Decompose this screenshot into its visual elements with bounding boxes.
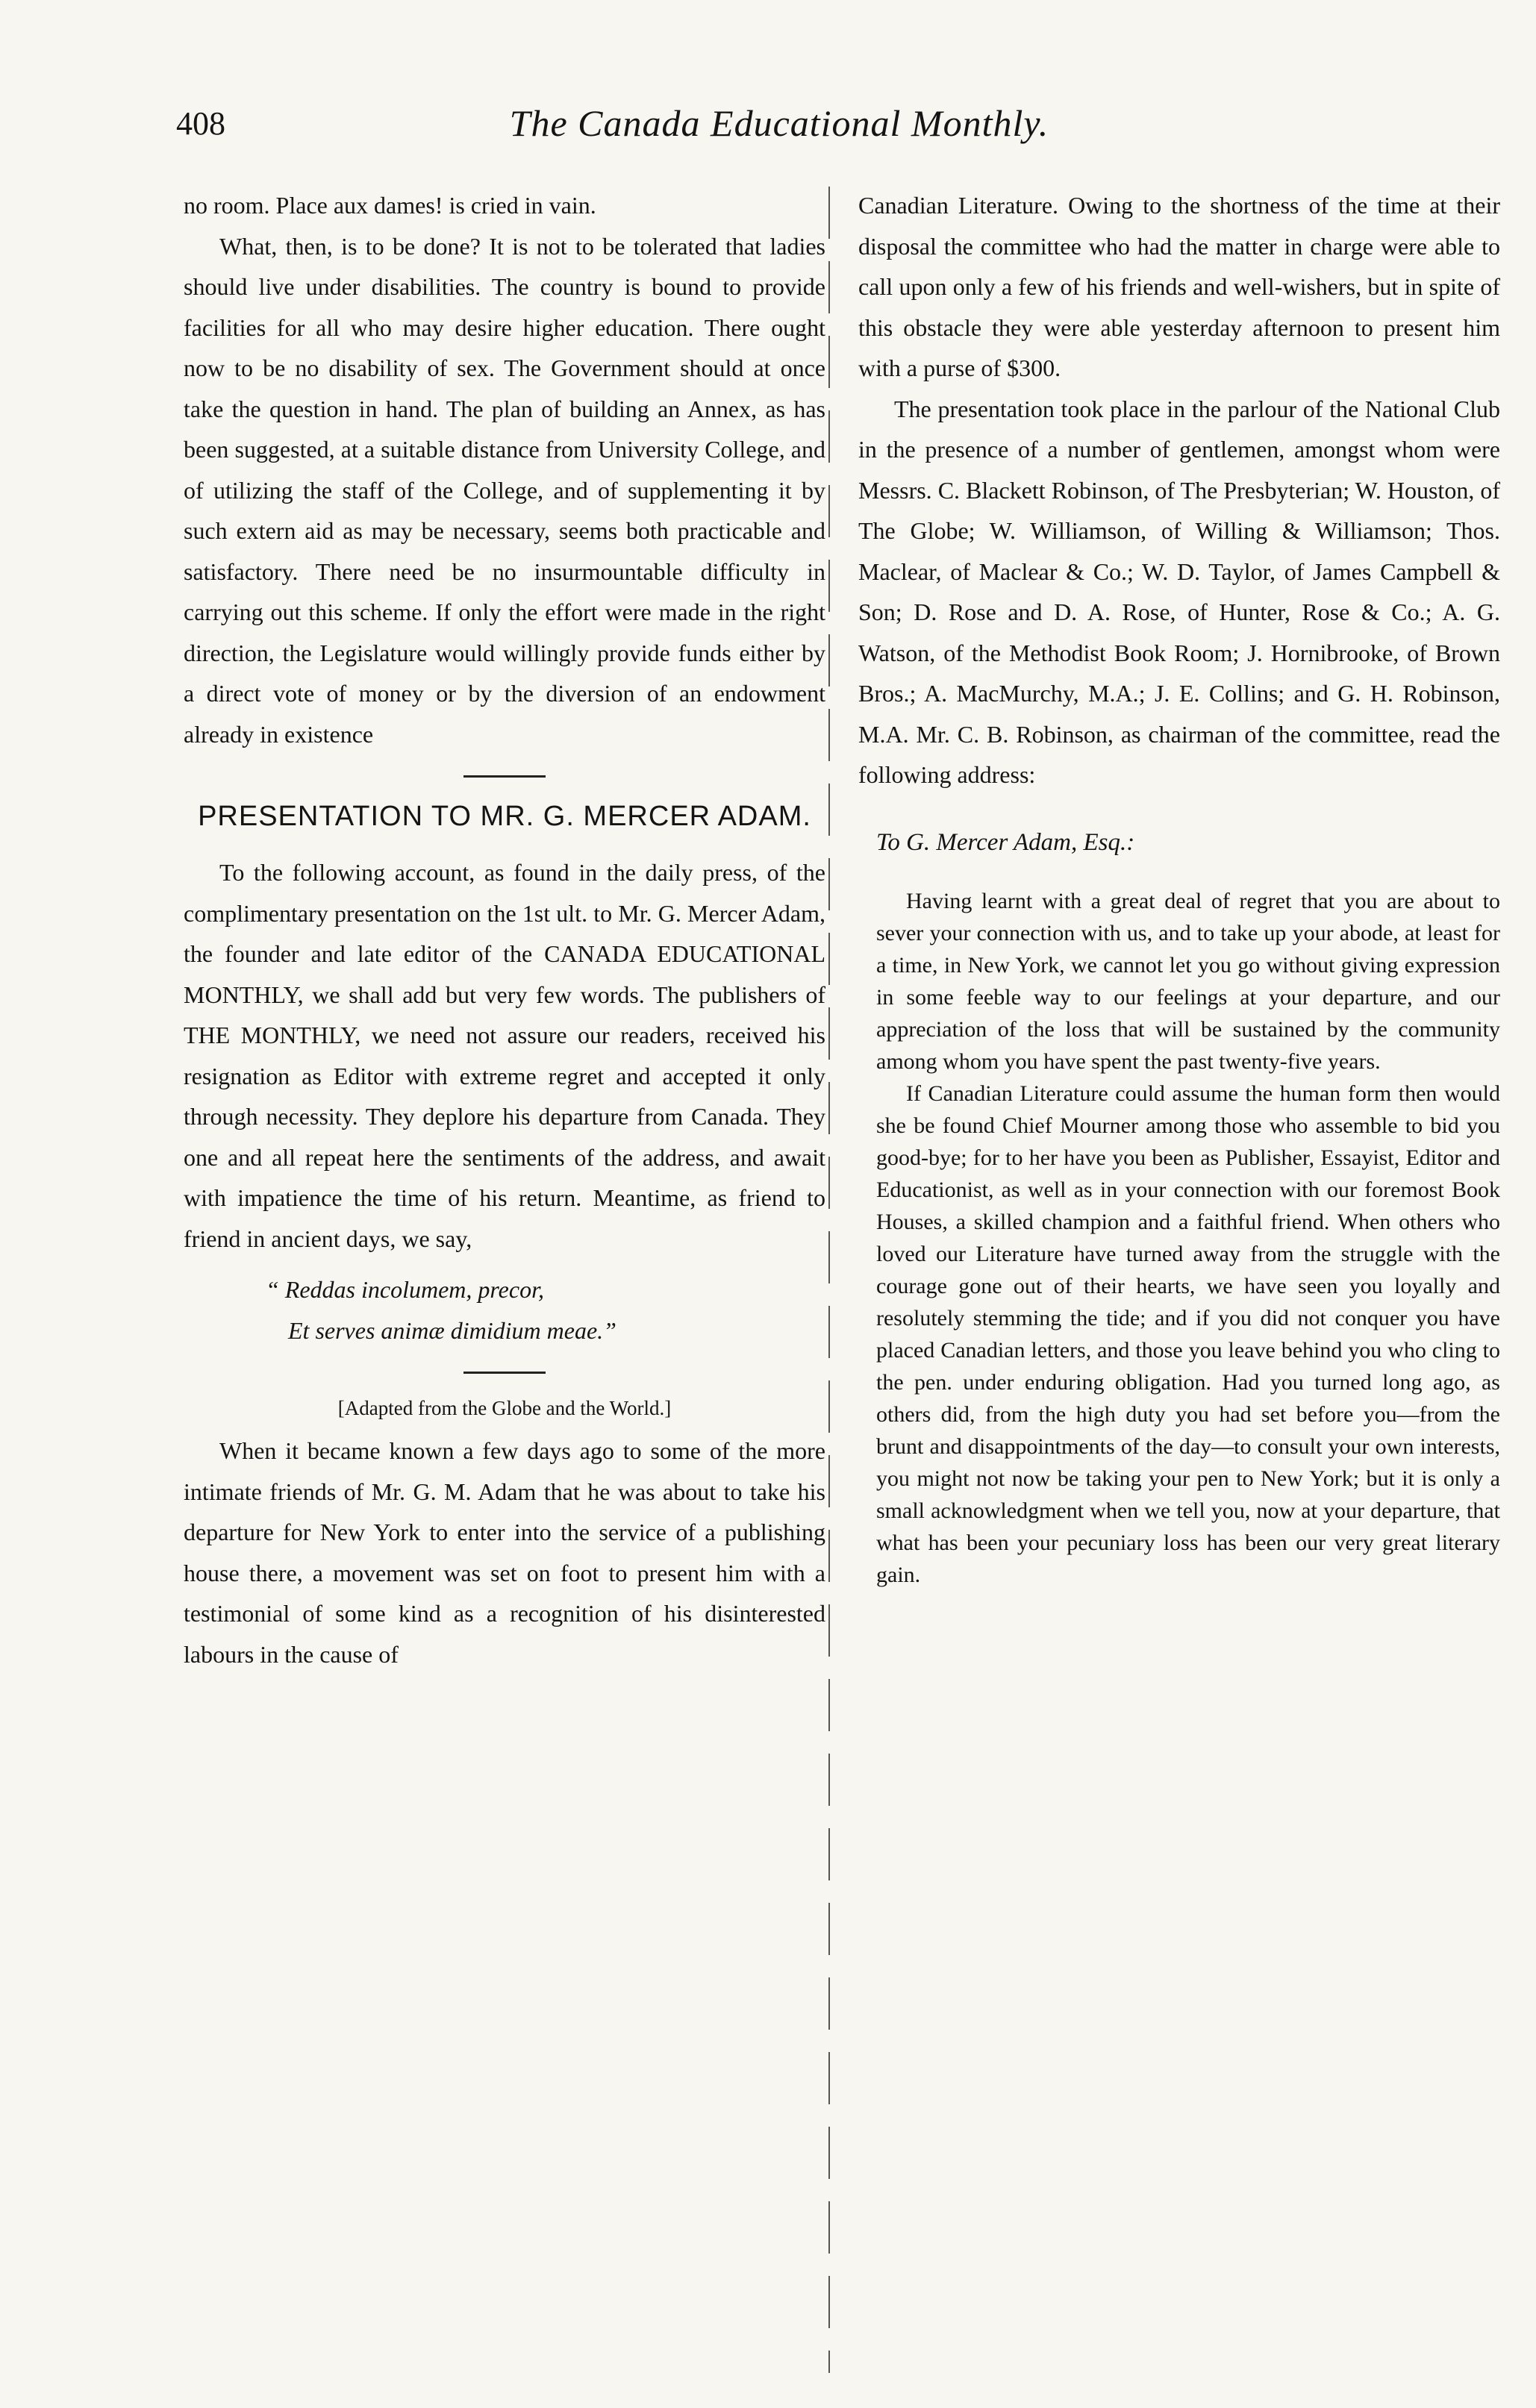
section-heading: PRESENTATION TO MR. G. MERCER ADAM. (198, 801, 811, 832)
left-column (184, 185, 825, 1674)
section-rule (463, 1372, 546, 1374)
address-text (876, 885, 1500, 1591)
address-paragraph: Having learnt with a great deal of regret that you are about to sever your connection with us, and to take up your abode, at least for a time, in New York, we cannot let you go without giving expression in some feeble way to our feelings at your departure, and our appreciation of the loss that will be sustained by the community among whom you have spent the past twenty-five years. (876, 889, 1500, 1074)
page-header (176, 104, 1382, 164)
right-column (858, 185, 1500, 1591)
column-divider (828, 187, 830, 2373)
paragraph: What, then, is to be done? It is not to be tolerated that ladies should live under disabilities. The country is bound to provide facilities for all who may desire higher education. There ought now to be no disability of sex. The Government should at once take the question in hand. The plan of building an Annex, as has been suggested, at a suitable distance from University College, and of utilizing the staff of the College, and of supplementing it by such extern aid as may be necessary, seems both practicable and satisfactory. There need be no insurmountable difficulty in carrying out this scheme. If only the effort were made in the right direction, the Legislature would willingly provide funds either by a direct vote of money or by the diversion of an endowment already in existence (184, 232, 825, 748)
latin-quote (184, 1269, 825, 1351)
source-note: [Adapted from the Globe and the World.] (337, 1397, 672, 1419)
quote-line: “ Reddas incolumem, precor, (266, 1276, 544, 1303)
address-paragraph: If Canadian Literature could assume the human form then would she be found Chief Mourner among those who assemble to bid you good-bye; for to her have you been as Publisher, Essayist, Editor and Educationist, as well as in your connection with our foremost Book Houses, a skilled champion and a faithful friend. When others who loved our Literature have turned away from the struggle with the courage gone out of their hearts, we have seen you loyally and resolutely stemming the tide; and if you did not conquer you have placed Canadian letters, and those you leave behind you who cling to the pen. under enduring obligation. Had you turned long ago, as others did, from the high duty you had set before you—from the brunt and disappointments of the day—to consult your own interests, you might not now be taking your pen to New York; but it is only a small acknowledgment when we tell you, now at your departure, that what has been your pecuniary loss has been our very great literary gain. (876, 1081, 1500, 1587)
paragraph: To the following account, as found in the daily press, of the complimentary presentation on the 1st ult. to Mr. G. Mercer Adam, the founder and late editor of the CANADA EDUCATIONAL MONTHLY, we shall add but very few words. The publishers of THE MONTHLY, we need not assure our readers, received his resignation as Editor with extreme regret and accepted it only through necessity. They deplore his departure from Canada. They one and all repeat here the sentiments of the address, and await with impatience the time of his return. Meantime, as friend to friend in ancient days, we say, (184, 859, 825, 1252)
paragraph-continued: Canadian Literature. Owing to the shortness of the time at their disposal the committee who had the matter in charge were able to call upon only a few of his friends and well-wishers, but in spite of this obstacle they were able yesterday afternoon to present him with a purse of $300. (858, 192, 1500, 381)
paragraph-continued: no room. Place aux dames! is cried in vain. (184, 192, 596, 219)
section-rule (463, 775, 546, 778)
salutation: To G. Mercer Adam, Esq.: (876, 828, 1135, 856)
running-title: The Canada Educational Monthly. (509, 102, 1049, 144)
paragraph: When it became known a few days ago to some of the more intimate friends of Mr. G. M. Adam that he was about to take his departure for New York to enter into the service of a publishing house there, a movement was set on foot to present him with a testimonial of some kind as a recognition of his disinterested labours in the cause of (184, 1437, 825, 1668)
paragraph: The presentation took place in the parlour of the National Club in the presence of a number of gentlemen, amongst whom were Messrs. C. Blackett Robinson, of The Presbyterian; W. Houston, of The Globe; W. Williamson, of Willing & Williamson; Thos. Maclear, of Maclear & Co.; W. D. Taylor, of James Campbell & Son; D. Rose and D. A. Rose, of Hunter, Rose & Co.; A. G. Watson, of the Methodist Book Room; J. Hornibrooke, of Brown Bros.; A. MacMurchy, M.A.; J. E. Collins; and G. H. Robinson, M.A. Mr. C. B. Robinson, as chairman of the committee, read the following address: (858, 395, 1500, 788)
quote-line: Et serves animæ dimidium meae.” (288, 1316, 616, 1344)
page-number: 408 (176, 105, 225, 142)
